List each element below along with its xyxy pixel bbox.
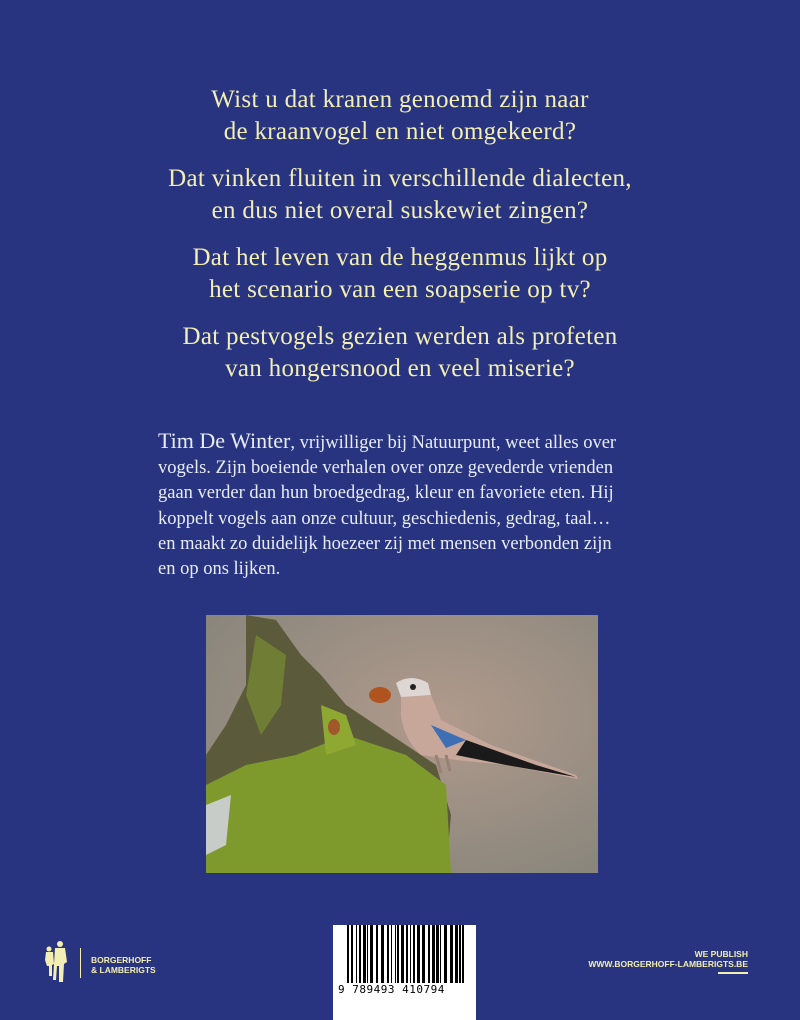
barcode-bar: [367, 925, 368, 983]
barcode-bar: [376, 925, 378, 983]
barcode-bars: [347, 925, 465, 983]
barcode-bar: [440, 925, 441, 983]
author-name: Tim De Winter: [158, 428, 291, 453]
isbn-barcode: [333, 925, 476, 1020]
isbn-number: 9 789493 410794: [338, 983, 445, 996]
barcode-bar: [436, 925, 439, 983]
publisher-tagline: WE PUBLISH: [694, 949, 748, 959]
bio-line: en maakt zo duidelijk hoezeer zij met mensen verbonden zijn: [158, 533, 612, 554]
jay-bird-photo: [206, 615, 598, 873]
underline-divider: [718, 972, 748, 974]
bio-line: koppelt vogels aan onze cultuur, geschiedenis, gedrag, taal…: [158, 508, 611, 529]
question-line: van hongersnood en veel miserie?: [225, 355, 575, 382]
publisher-info: [588, 949, 748, 969]
bio-line: , vrijwilliger bij Natuurpunt, weet alles over: [290, 433, 617, 453]
barcode-bar: [444, 925, 447, 983]
barcode-bar: [432, 925, 435, 983]
barcode-bar: [422, 925, 425, 983]
question-line: Dat vinken fluiten in verschillende dialecten,: [168, 165, 632, 192]
publisher-name-line: & LAMBERIGTS: [91, 965, 156, 975]
barcode-bar: [410, 925, 411, 983]
barcode-bar: [387, 925, 389, 983]
barcode-bar: [462, 925, 464, 983]
barcode-bar: [450, 925, 453, 983]
barcode-bar: [397, 925, 399, 983]
author-bio: [158, 428, 678, 582]
barcode-bar: [391, 925, 392, 983]
question-line: de kraanvogel en niet omgekeerd?: [223, 118, 577, 145]
publisher-logo-icon: [44, 940, 70, 988]
barcode-bar: [363, 925, 366, 983]
barcode-bar: [395, 925, 396, 983]
question-line: Wist u dat kranen genoemd zijn naar: [211, 86, 589, 113]
question-line: het scenario van een soapserie op tv?: [209, 276, 591, 303]
barcode-bar: [359, 925, 361, 983]
publisher-website: WWW.BORGERHOFF-LAMBERIGTS.BE: [588, 959, 748, 969]
barcode-bar: [370, 925, 373, 983]
question-3: [0, 242, 800, 306]
barcode-bar: [406, 925, 408, 983]
logo-divider: [80, 948, 81, 978]
question-1: [0, 84, 800, 148]
publisher-name: [91, 955, 156, 975]
barcode-bar: [351, 925, 353, 983]
barcode-bar: [455, 925, 458, 983]
barcode-bar: [417, 925, 420, 983]
question-4: [0, 321, 800, 385]
barcode-bar: [413, 925, 415, 983]
question-line: en dus niet overal suskewiet zingen?: [211, 197, 589, 224]
bio-line: gaan verder dan hun broedgedrag, kleur en favoriete eten. Hij: [158, 483, 614, 504]
barcode-bar: [459, 925, 461, 983]
bio-line: vogels. Zijn boeiende verhalen over onze gevederde vrienden: [158, 458, 614, 479]
barcode-bar: [401, 925, 404, 983]
barcode-bar: [347, 925, 349, 983]
barcode-bar: [356, 925, 357, 983]
barcode-bar: [428, 925, 430, 983]
publisher-name-line: BORGERHOFF: [91, 955, 152, 965]
question-2: [0, 163, 800, 227]
question-line: Dat het leven van de heggenmus lijkt op: [192, 244, 608, 271]
bio-line: en op ons lijken.: [158, 559, 281, 580]
barcode-bar: [381, 925, 384, 983]
question-line: Dat pestvogels gezien werden als profeten: [182, 323, 618, 350]
